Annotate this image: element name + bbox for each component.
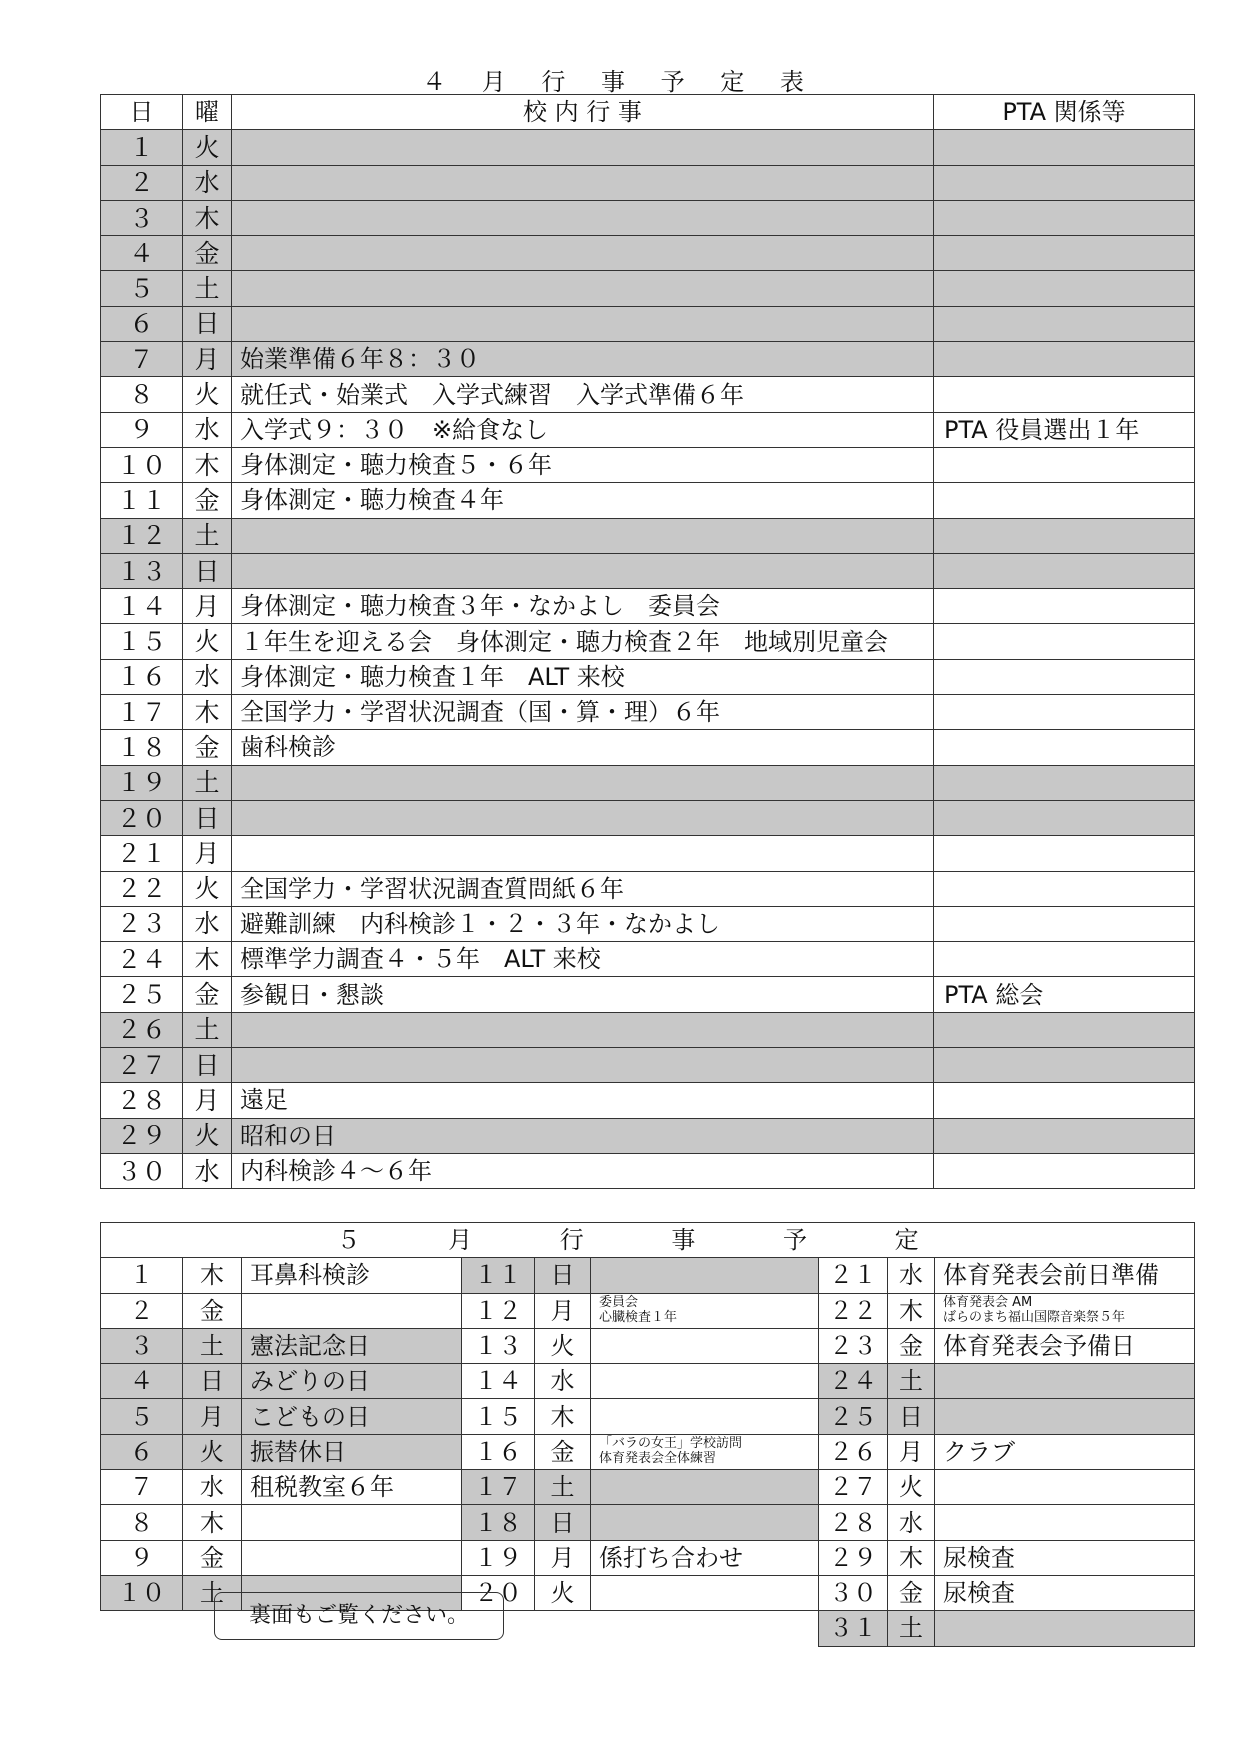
weekday-cell: 火: [183, 130, 232, 165]
weekday-cell: 金: [183, 977, 232, 1012]
day-cell: ２８: [101, 1083, 183, 1118]
event-cell: [232, 236, 934, 271]
april-row: [101, 200, 1195, 235]
pta-cell: [934, 518, 1195, 553]
april-row: [101, 1012, 1195, 1047]
pta-cell: [934, 695, 1195, 730]
pta-cell: PTA 総会: [934, 977, 1195, 1012]
weekday-cell: 金: [183, 730, 232, 765]
pta-cell: [934, 200, 1195, 235]
day-cell: ３: [101, 1328, 183, 1363]
pta-cell: [934, 624, 1195, 659]
event-cell: 係打ち合わせ: [591, 1540, 819, 1575]
event-cell: 入学式９：３０ ※給食なし: [232, 412, 934, 447]
pta-cell: [934, 271, 1195, 306]
pta-cell: [934, 447, 1195, 482]
weekday-cell: 月: [535, 1293, 591, 1328]
weekday-cell: 水: [888, 1505, 935, 1540]
weekday-cell: 木: [183, 1505, 242, 1540]
event-cell: 身体測定・聴力検査３年・なかよし 委員会: [232, 589, 934, 624]
day-cell: １１: [101, 483, 183, 518]
event-cell: みどりの日: [242, 1364, 462, 1399]
april-row: [101, 1083, 1195, 1118]
event-cell: 「バラの女王」学校訪問 体育発表会全体練習: [591, 1434, 819, 1469]
pta-cell: [934, 236, 1195, 271]
event-cell: [232, 306, 934, 341]
event-cell: 委員会 心臓検査１年: [591, 1293, 819, 1328]
april-row: [101, 377, 1195, 412]
weekday-cell: 木: [183, 695, 232, 730]
event-cell: [232, 836, 934, 871]
event-cell: [591, 1364, 819, 1399]
event-cell: 参観日・懇談: [232, 977, 934, 1012]
weekday-cell: 火: [183, 377, 232, 412]
day-cell: ６: [101, 306, 183, 341]
april-row: [101, 800, 1195, 835]
day-cell: １２: [101, 518, 183, 553]
day-cell: ２６: [101, 1012, 183, 1047]
day-cell: １５: [462, 1399, 535, 1434]
weekday-cell: 土: [888, 1364, 935, 1399]
day-cell: １０: [101, 447, 183, 482]
event-cell: 遠足: [232, 1083, 934, 1118]
event-cell: 尿検査: [935, 1575, 1195, 1610]
day-cell: ２８: [819, 1505, 888, 1540]
event-cell: [232, 765, 934, 800]
pta-cell: [934, 342, 1195, 377]
event-cell: １年生を迎える会 身体測定・聴力検査２年 地域別児童会: [232, 624, 934, 659]
weekday-cell: 火: [535, 1328, 591, 1363]
pta-cell: [934, 871, 1195, 906]
event-cell: 標準学力調査４・５年 ALT 来校: [232, 942, 934, 977]
day-cell: ２０: [101, 800, 183, 835]
event-cell: 全国学力・学習状況調査質問紙６年: [232, 871, 934, 906]
weekday-cell: 土: [183, 271, 232, 306]
weekday-cell: 木: [183, 1258, 242, 1293]
may-row: [101, 1293, 1195, 1328]
day-cell: ６: [101, 1434, 183, 1469]
day-cell: ２１: [819, 1258, 888, 1293]
event-cell: [242, 1540, 462, 1575]
may-row: [101, 1434, 1195, 1469]
event-cell: [935, 1399, 1195, 1434]
day-cell: １６: [101, 659, 183, 694]
weekday-cell: 月: [183, 836, 232, 871]
pta-cell: [934, 553, 1195, 588]
weekday-cell: 水: [183, 659, 232, 694]
weekday-cell: 土: [183, 1575, 242, 1610]
event-cell: 内科検診４～６年: [232, 1153, 934, 1188]
day-cell: ５: [101, 271, 183, 306]
day-cell: １: [101, 1258, 183, 1293]
weekday-cell: 金: [183, 236, 232, 271]
event-cell: [232, 271, 934, 306]
event-cell: 始業準備６年８：３０: [232, 342, 934, 377]
day-cell: ８: [101, 1505, 183, 1540]
april-row: [101, 871, 1195, 906]
event-cell: [591, 1328, 819, 1363]
event-cell: [232, 1048, 934, 1083]
day-cell: １０: [101, 1575, 183, 1610]
weekday-cell: 日: [183, 1048, 232, 1083]
day-cell: ２２: [819, 1293, 888, 1328]
pta-cell: [934, 306, 1195, 341]
april-row: [101, 624, 1195, 659]
day-cell: ２: [101, 1293, 183, 1328]
april-schedule-table: [100, 94, 1195, 1189]
weekday-cell: 木: [183, 200, 232, 235]
weekday-cell: 金: [183, 1540, 242, 1575]
pta-cell: [934, 589, 1195, 624]
weekday-cell: 月: [535, 1540, 591, 1575]
empty-cell: [462, 1611, 819, 1646]
weekday-cell: 水: [535, 1364, 591, 1399]
event-cell: 就任式・始業式 入学式練習 入学式準備６年: [232, 377, 934, 412]
day-cell: １５: [101, 624, 183, 659]
see-reverse-note: 裏面もご覧ください。: [214, 1592, 504, 1640]
day-cell: ３１: [819, 1611, 888, 1646]
event-cell: 避難訓練 内科検診１・２・３年・なかよし: [232, 906, 934, 941]
event-cell: 全国学力・学習状況調査（国・算・理）６年: [232, 695, 934, 730]
weekday-cell: 日: [183, 553, 232, 588]
april-row: [101, 447, 1195, 482]
day-cell: ８: [101, 377, 183, 412]
pta-cell: [934, 800, 1195, 835]
weekday-cell: 水: [183, 1153, 232, 1188]
event-cell: 体育発表会 AM ばらのまち福山国際音楽祭５年: [935, 1293, 1195, 1328]
may-row: [101, 1540, 1195, 1575]
event-cell: 身体測定・聴力検査１年 ALT 来校: [232, 659, 934, 694]
april-row: [101, 836, 1195, 871]
event-cell: 身体測定・聴力検査４年: [232, 483, 934, 518]
pta-cell: [934, 1012, 1195, 1047]
weekday-cell: 水: [183, 906, 232, 941]
day-cell: １３: [101, 553, 183, 588]
day-cell: １４: [101, 589, 183, 624]
day-cell: ２７: [819, 1470, 888, 1505]
may-row: [101, 1364, 1195, 1399]
pta-cell: [934, 836, 1195, 871]
april-row: [101, 730, 1195, 765]
weekday-cell: 月: [183, 342, 232, 377]
pta-cell: [934, 483, 1195, 518]
pta-cell: [934, 130, 1195, 165]
weekday-cell: 土: [183, 1012, 232, 1047]
may-row: [101, 1505, 1195, 1540]
event-cell: 歯科検診: [232, 730, 934, 765]
april-title: ４ 月 行 事 予 定 表: [422, 68, 818, 96]
weekday-cell: 月: [183, 1083, 232, 1118]
day-cell: ３０: [101, 1153, 183, 1188]
day-cell: １８: [462, 1505, 535, 1540]
april-row: [101, 695, 1195, 730]
april-row: [101, 412, 1195, 447]
header-weekday: 曜: [183, 95, 232, 130]
weekday-cell: 日: [183, 306, 232, 341]
may-schedule-table: [100, 1222, 1195, 1647]
day-cell: ４: [101, 236, 183, 271]
april-row: [101, 130, 1195, 165]
event-cell: 尿検査: [935, 1540, 1195, 1575]
event-cell: [242, 1293, 462, 1328]
day-cell: ２４: [101, 942, 183, 977]
event-cell: [935, 1505, 1195, 1540]
weekday-cell: 水: [183, 165, 232, 200]
weekday-cell: 火: [183, 1118, 232, 1153]
event-cell: [591, 1575, 819, 1610]
day-cell: １９: [101, 765, 183, 800]
april-row: [101, 518, 1195, 553]
event-cell: [232, 1012, 934, 1047]
header-day: 日: [101, 95, 183, 130]
april-row: [101, 1048, 1195, 1083]
weekday-cell: 木: [888, 1293, 935, 1328]
april-row: [101, 165, 1195, 200]
day-cell: ２２: [101, 871, 183, 906]
weekday-cell: 土: [888, 1611, 935, 1646]
event-cell: 憲法記念日: [242, 1328, 462, 1363]
pta-cell: [934, 942, 1195, 977]
event-cell: [232, 130, 934, 165]
pta-cell: PTA 役員選出１年: [934, 412, 1195, 447]
weekday-cell: 土: [183, 1328, 242, 1363]
weekday-cell: 日: [535, 1258, 591, 1293]
april-row: [101, 271, 1195, 306]
pta-cell: [934, 1048, 1195, 1083]
april-row: [101, 483, 1195, 518]
pta-cell: [934, 165, 1195, 200]
day-cell: ２９: [101, 1118, 183, 1153]
day-cell: ９: [101, 412, 183, 447]
april-row: [101, 765, 1195, 800]
april-row: [101, 659, 1195, 694]
event-cell: [935, 1364, 1195, 1399]
event-cell: こどもの日: [242, 1399, 462, 1434]
event-cell: [591, 1258, 819, 1293]
day-cell: ２４: [819, 1364, 888, 1399]
event-cell: 体育発表会前日準備: [935, 1258, 1195, 1293]
event-cell: 昭和の日: [232, 1118, 934, 1153]
pta-cell: [934, 730, 1195, 765]
april-row: [101, 1153, 1195, 1188]
weekday-cell: 木: [535, 1399, 591, 1434]
day-cell: １: [101, 130, 183, 165]
weekday-cell: 水: [888, 1258, 935, 1293]
pta-cell: [934, 377, 1195, 412]
weekday-cell: 日: [183, 800, 232, 835]
weekday-cell: 土: [183, 518, 232, 553]
day-cell: ２９: [819, 1540, 888, 1575]
weekday-cell: 日: [535, 1505, 591, 1540]
weekday-cell: 月: [183, 589, 232, 624]
event-cell: 租税教室６年: [242, 1470, 462, 1505]
pta-cell: [934, 765, 1195, 800]
april-row: [101, 589, 1195, 624]
weekday-cell: 土: [535, 1470, 591, 1505]
event-cell: 耳鼻科検診: [242, 1258, 462, 1293]
event-cell: [232, 200, 934, 235]
weekday-cell: 日: [888, 1399, 935, 1434]
weekday-cell: 金: [888, 1575, 935, 1610]
april-header-row: [101, 95, 1195, 130]
event-cell: [232, 800, 934, 835]
may-title: ５ 月 行 事 予 定: [101, 1223, 1195, 1258]
day-cell: ３０: [819, 1575, 888, 1610]
pta-cell: [934, 1118, 1195, 1153]
weekday-cell: 木: [183, 447, 232, 482]
weekday-cell: 水: [183, 1470, 242, 1505]
event-cell: [591, 1470, 819, 1505]
day-cell: ２１: [101, 836, 183, 871]
april-row: [101, 906, 1195, 941]
day-cell: １４: [462, 1364, 535, 1399]
day-cell: １３: [462, 1328, 535, 1363]
weekday-cell: 木: [183, 942, 232, 977]
weekday-cell: 火: [183, 871, 232, 906]
april-row: [101, 553, 1195, 588]
day-cell: １９: [462, 1540, 535, 1575]
april-row: [101, 342, 1195, 377]
day-cell: ２３: [819, 1328, 888, 1363]
day-cell: １８: [101, 730, 183, 765]
pta-cell: [934, 906, 1195, 941]
day-cell: ２５: [101, 977, 183, 1012]
event-cell: [935, 1611, 1195, 1646]
april-row: [101, 236, 1195, 271]
weekday-cell: 金: [183, 1293, 242, 1328]
header-pta: PTA 関係等: [934, 95, 1195, 130]
weekday-cell: 金: [183, 483, 232, 518]
day-cell: ７: [101, 1470, 183, 1505]
event-cell: [591, 1399, 819, 1434]
april-row: [101, 977, 1195, 1012]
weekday-cell: 木: [888, 1540, 935, 1575]
april-row: [101, 1118, 1195, 1153]
day-cell: ５: [101, 1399, 183, 1434]
may-row: [101, 1399, 1195, 1434]
event-cell: [591, 1505, 819, 1540]
event-cell: 身体測定・聴力検査５・６年: [232, 447, 934, 482]
event-cell: 体育発表会予備日: [935, 1328, 1195, 1363]
event-cell: クラブ: [935, 1434, 1195, 1469]
day-cell: ２５: [819, 1399, 888, 1434]
april-row: [101, 306, 1195, 341]
pta-cell: [934, 659, 1195, 694]
weekday-cell: 水: [183, 412, 232, 447]
event-cell: 振替休日: [242, 1434, 462, 1469]
event-cell: [232, 518, 934, 553]
day-cell: １１: [462, 1258, 535, 1293]
weekday-cell: 月: [183, 1399, 242, 1434]
day-cell: １７: [462, 1470, 535, 1505]
may-title-row: [101, 1223, 1195, 1258]
weekday-cell: 火: [183, 624, 232, 659]
april-row: [101, 942, 1195, 977]
event-cell: [242, 1505, 462, 1540]
pta-cell: [934, 1083, 1195, 1118]
day-cell: ２: [101, 165, 183, 200]
weekday-cell: 月: [888, 1434, 935, 1469]
weekday-cell: 火: [183, 1434, 242, 1469]
weekday-cell: 日: [183, 1364, 242, 1399]
weekday-cell: 火: [888, 1470, 935, 1505]
day-cell: ３: [101, 200, 183, 235]
event-cell: [232, 553, 934, 588]
day-cell: ２３: [101, 906, 183, 941]
day-cell: ２７: [101, 1048, 183, 1083]
weekday-cell: 金: [888, 1328, 935, 1363]
header-school-events: 校 内 行 事: [232, 95, 934, 130]
event-cell: [935, 1470, 1195, 1505]
day-cell: ７: [101, 342, 183, 377]
may-row: [101, 1258, 1195, 1293]
day-cell: ４: [101, 1364, 183, 1399]
pta-cell: [934, 1153, 1195, 1188]
day-cell: １６: [462, 1434, 535, 1469]
day-cell: １７: [101, 695, 183, 730]
day-cell: ９: [101, 1540, 183, 1575]
may-row: [101, 1470, 1195, 1505]
may-row: [101, 1328, 1195, 1363]
day-cell: ２０: [462, 1575, 535, 1610]
weekday-cell: 火: [535, 1575, 591, 1610]
weekday-cell: 土: [183, 765, 232, 800]
day-cell: ２６: [819, 1434, 888, 1469]
event-cell: [232, 165, 934, 200]
weekday-cell: 金: [535, 1434, 591, 1469]
day-cell: １２: [462, 1293, 535, 1328]
